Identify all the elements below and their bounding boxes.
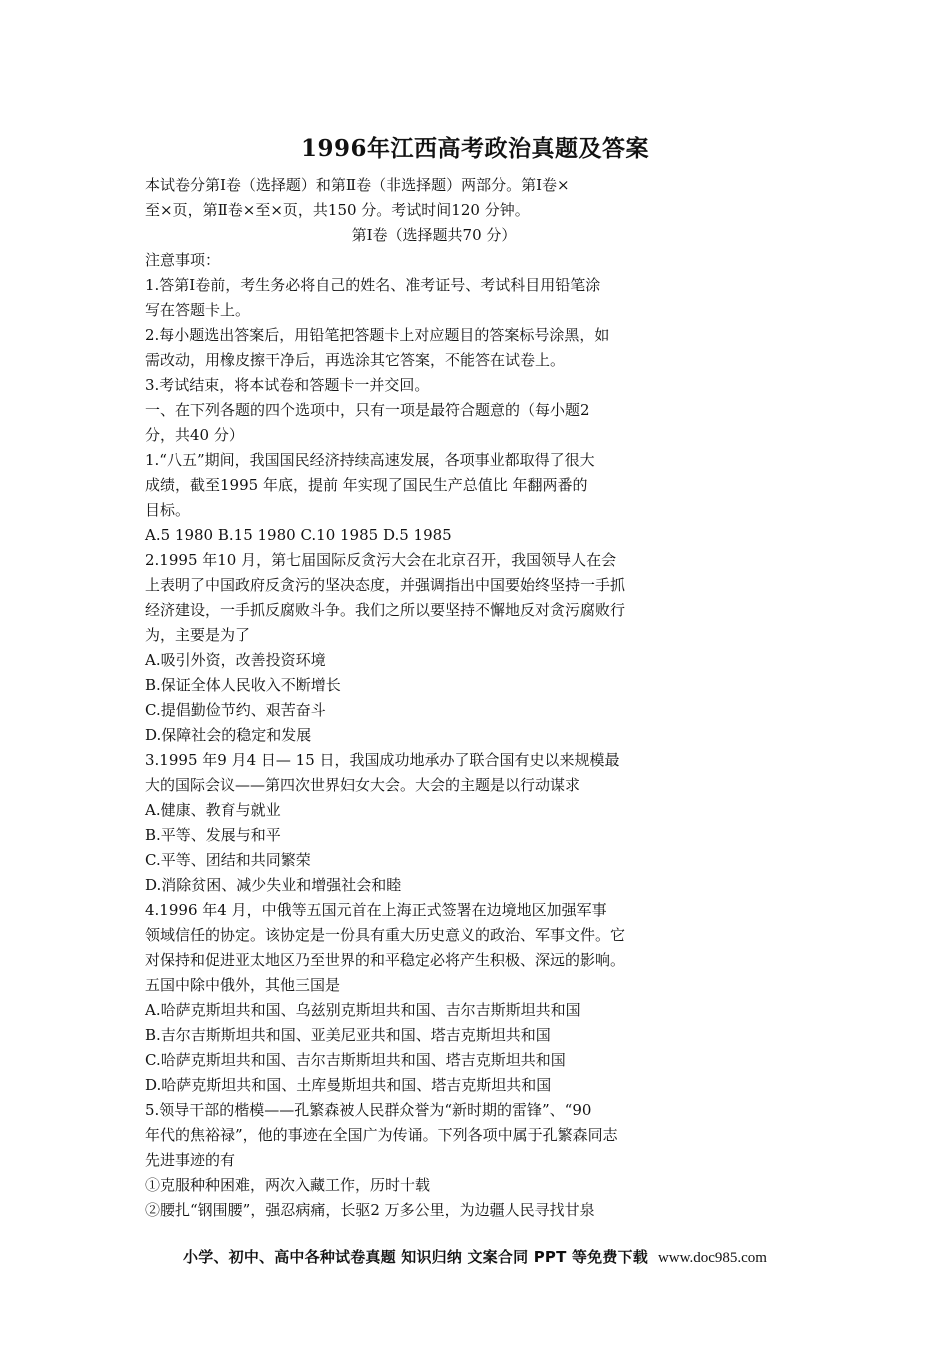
answer-option: D.消除贫困、减少失业和增强社会和睦 xyxy=(145,876,402,894)
answer-option: B.吉尔吉斯斯坦共和国、亚美尼亚共和国、塔吉克斯坦共和国 xyxy=(145,1026,551,1044)
question-text: 经济建设，一手抓反腐败斗争。我们之所以要坚持不懈地反对贪污腐败行 xyxy=(145,601,626,619)
answer-option: B.保证全体人民收入不断增长 xyxy=(145,676,341,694)
question-text: 目标。 xyxy=(145,501,191,519)
question-text: 大的国际会议——第四次世界妇女大会。大会的主题是以行动谋求 xyxy=(145,776,581,794)
answer-option: D.保障社会的稳定和发展 xyxy=(145,726,312,744)
answer-option: A.健康、教育与就业 xyxy=(145,801,281,819)
statement-item: ①克服种种困难，两次入藏工作，历时十载 xyxy=(145,1176,431,1194)
answer-option: B.平等、发展与和平 xyxy=(145,826,281,844)
question-text: 4.1996 年4 月，中俄等五国元首在上海正式签署在边境地区加强军事 xyxy=(145,901,607,919)
answer-option: C.提倡勤俭节约、艰苦奋斗 xyxy=(145,701,326,719)
question-text: 对保持和促进亚太地区乃至世界的和平稳定必将产生积极、深远的影响。 xyxy=(145,951,626,969)
part-heading: 一、在下列各题的四个选项中，只有一项是最符合题意的（每小题2 xyxy=(145,401,590,419)
question-text: 领域信任的协定。该协定是一份具有重大历史意义的政治、军事文件。它 xyxy=(145,926,626,944)
answer-option: A.5 1980 B.15 1980 C.10 1985 D.5 1985 xyxy=(145,526,452,544)
notice-heading: 注意事项： xyxy=(145,251,221,269)
question-text: 1.“八五”期间，我国国民经济持续高速发展，各项事业都取得了很大 xyxy=(145,451,595,469)
notice-item: 1.答第Ⅰ卷前，考生务必将自己的姓名、准考证号、考试科目用铅笔涂 xyxy=(145,276,601,294)
answer-option: C.平等、团结和共同繁荣 xyxy=(145,851,311,869)
question-text: 年代的焦裕禄”，他的事迹在全国广为传诵。下列各项中属于孔繁森同志 xyxy=(145,1126,618,1144)
answer-option: D.哈萨克斯坦共和国、土库曼斯坦共和国、塔吉克斯坦共和国 xyxy=(145,1076,552,1094)
part-heading: 分，共40 分） xyxy=(145,426,244,444)
question-text: 五国中除中俄外，其他三国是 xyxy=(145,976,341,994)
question-text: 5.领导干部的楷模——孔繁森被人民群众誉为“新时期的雷锋”、“90 xyxy=(145,1101,592,1119)
intro-line-2: 至×页，第Ⅱ卷×至×页，共150 分。考试时间120 分钟。 xyxy=(145,201,530,219)
answer-option: A.哈萨克斯坦共和国、乌兹别克斯坦共和国、吉尔吉斯斯坦共和国 xyxy=(145,1001,581,1019)
statement-item: ②腰扎“钢围腰”，强忍病痛，长驱2 万多公里，为边疆人民寻找甘泉 xyxy=(145,1201,595,1219)
answer-option: A.吸引外资，改善投资环境 xyxy=(145,651,326,669)
question-text: 成绩，截至1995 年底，提前 年实现了国民生产总值比 年翻两番的 xyxy=(145,476,588,494)
intro-line-1: 本试卷分第Ⅰ卷（选择题）和第Ⅱ卷（非选择题）两部分。第Ⅰ卷× xyxy=(145,176,570,194)
footer xyxy=(0,1245,950,1270)
page-title: 1996年江西高考政治真题及答案 xyxy=(300,135,649,162)
notice-item: 3.考试结束，将本试卷和答题卡一并交回。 xyxy=(145,376,430,394)
answer-option: C.哈萨克斯坦共和国、吉尔吉斯斯坦共和国、塔吉克斯坦共和国 xyxy=(145,1051,566,1069)
question-text: 上表明了中国政府反贪污的坚决态度，并强调指出中国要始终坚持一手抓 xyxy=(145,576,626,594)
question-text: 2.1995 年10 月，第七届国际反贪污大会在北京召开，我国领导人在会 xyxy=(145,551,617,569)
document-body xyxy=(145,173,705,1223)
notice-item: 需改动，用橡皮擦干净后，再选涂其它答案，不能答在试卷上。 xyxy=(145,351,566,369)
notice-item: 写在答题卡上。 xyxy=(145,301,251,319)
question-text: 为，主要是为了 xyxy=(145,626,251,644)
question-text: 3.1995 年9 月4 日— 15 日，我国成功地承办了联合国有史以来规模最 xyxy=(145,751,620,769)
footer-ad-text: 小学、初中、高中各种试卷真题 知识归纳 文案合同 PPT 等免费下载 xyxy=(183,1248,648,1266)
question-text: 先进事迹的有 xyxy=(145,1151,236,1169)
footer-url-link[interactable]: www.doc985.com xyxy=(657,1250,767,1266)
notice-item: 2.每小题选出答案后，用铅笔把答题卡上对应题目的答案标号涂黑，如 xyxy=(145,326,610,344)
section-heading: 第Ⅰ卷（选择题共70 分） xyxy=(351,226,517,244)
